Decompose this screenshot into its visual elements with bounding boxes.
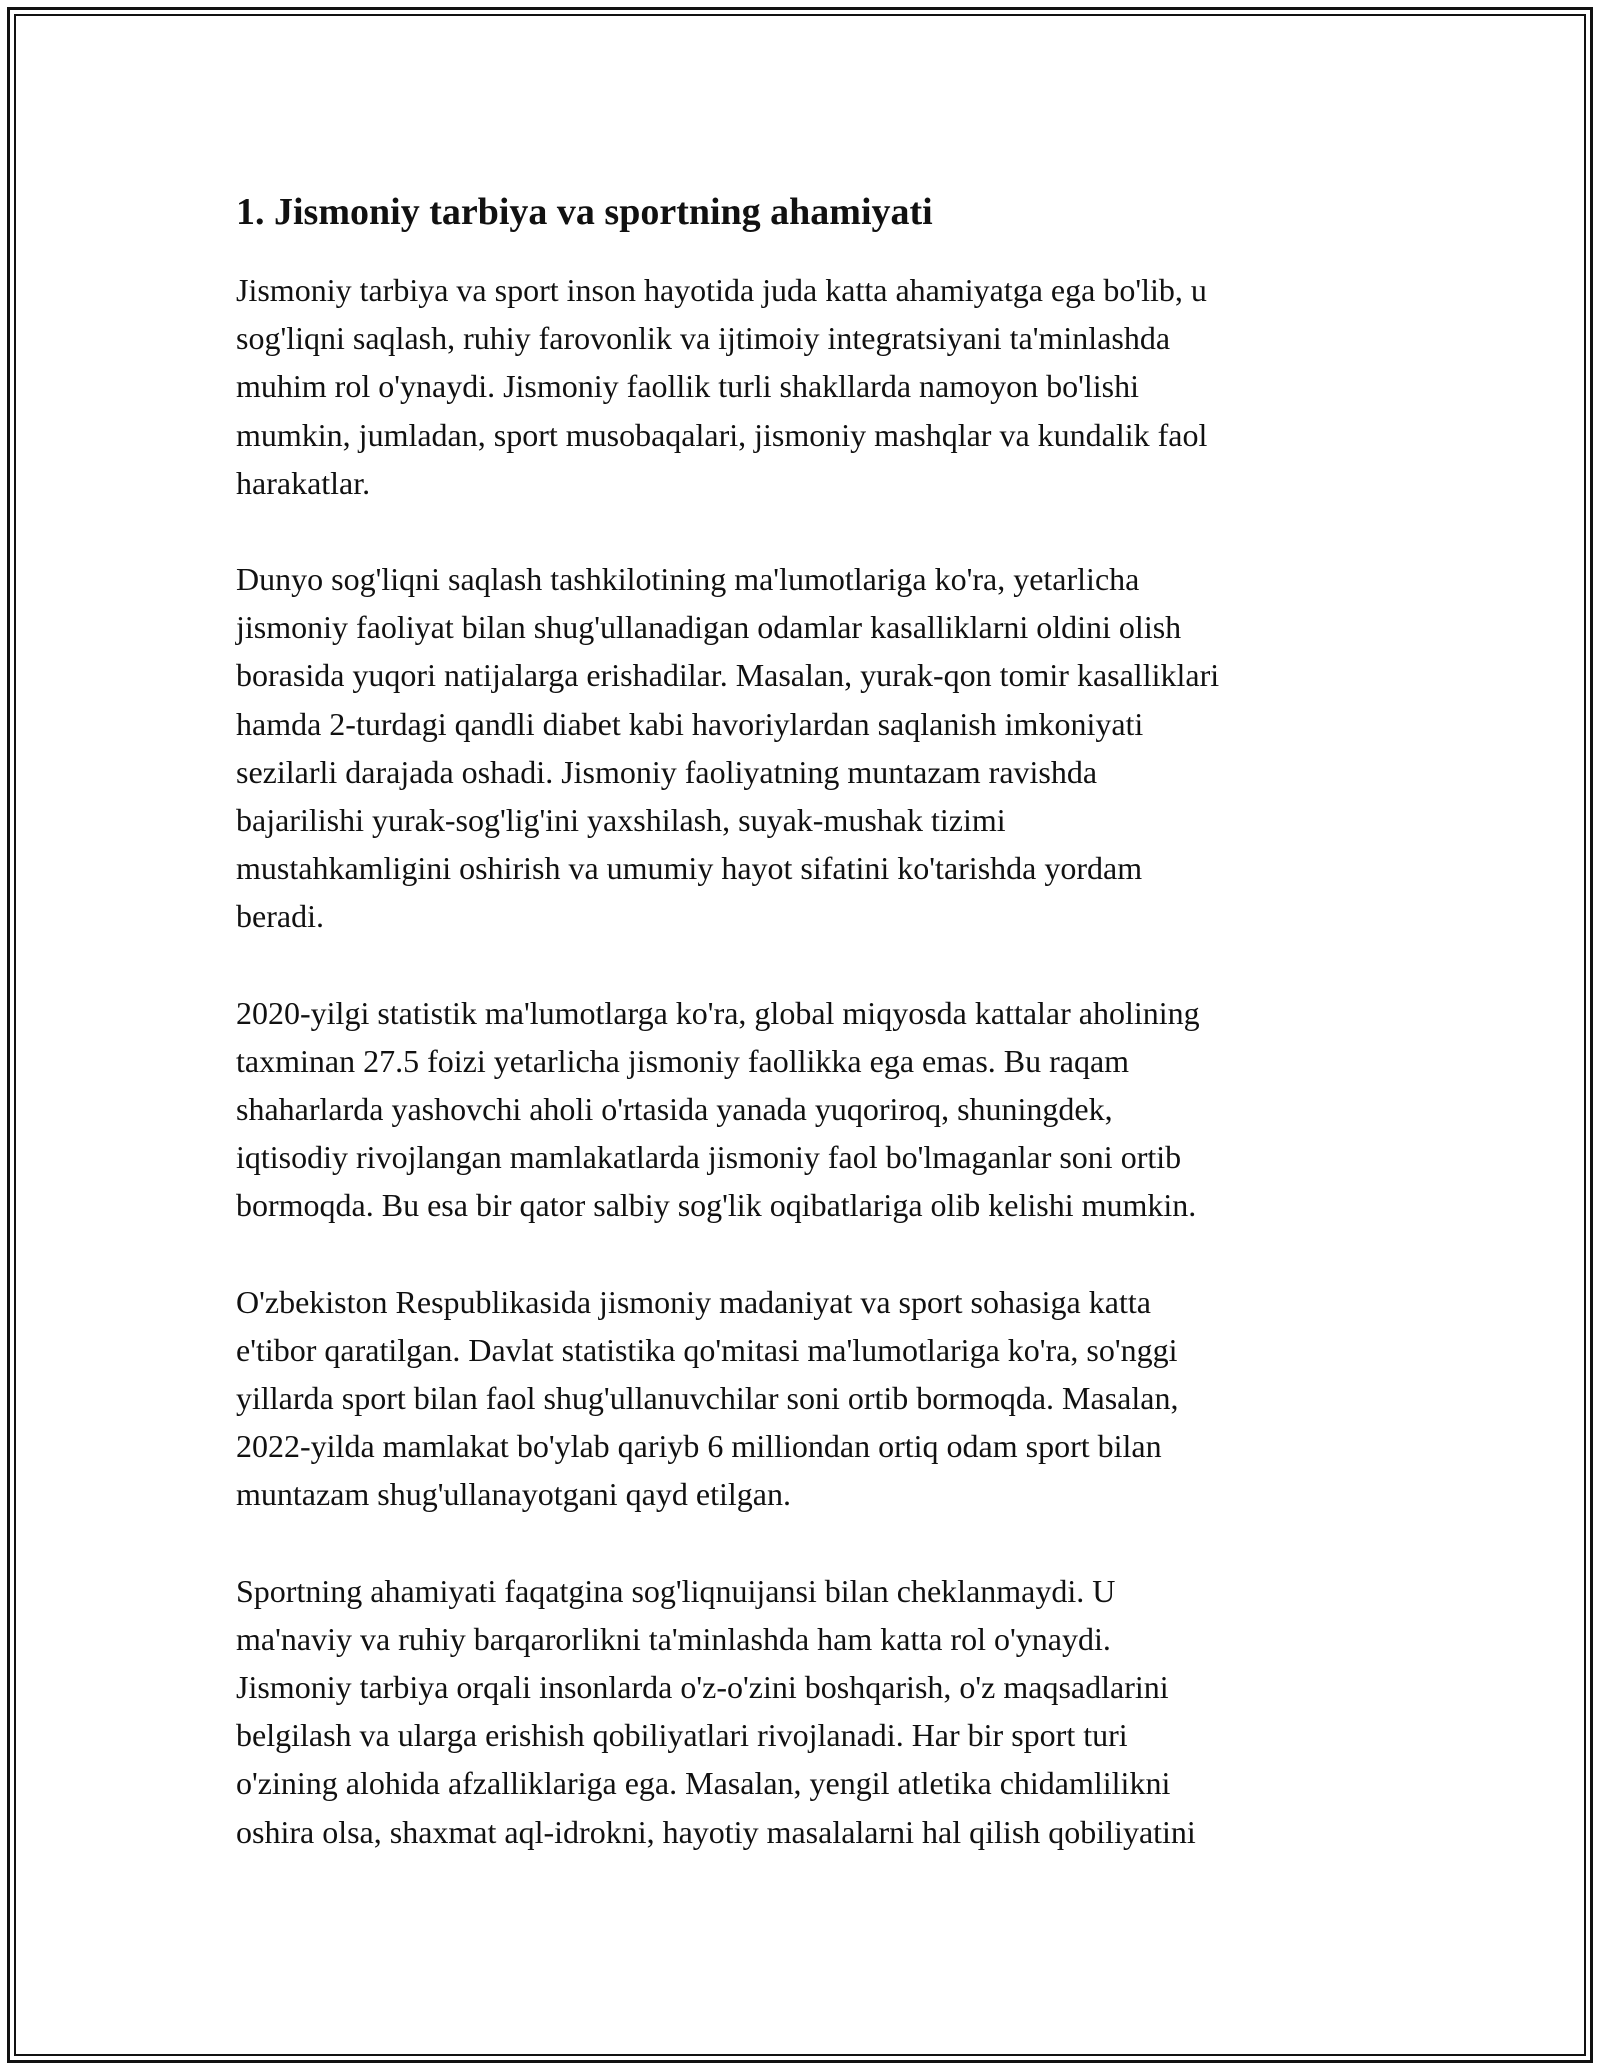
text-line: mumkin, jumladan, sport musobaqalari, jismoniy mashqlar va kundalik faol (236, 416, 1208, 453)
document-body (236, 186, 1386, 1904)
paragraph-uzbekistan (236, 1278, 1386, 1519)
text-line: Dunyo sog'liqni saqlash tashkilotining ma'lumotlariga ko'ra, yetarlicha (236, 561, 1140, 598)
text-line: bajarilishi yurak-sog'lig'ini yaxshilash, suyak-mushak tizimi (236, 802, 1006, 839)
text-line: beradi. (236, 898, 324, 935)
paragraph-global-statistics (236, 989, 1386, 1230)
text-line: hamda 2-turdagi qandli diabet kabi havoriylardan saqlanish imkoniyati (236, 705, 1144, 742)
text-line: mustahkamligini oshirish va umumiy hayot sifatini ko'tarishda yordam (236, 850, 1143, 887)
text-line: o'zining alohida afzalliklariga ega. Masalan, yengil atletika chidamlilikni (236, 1765, 1171, 1802)
text-line: Jismoniy tarbiya va sport inson hayotida juda katta ahamiyatga ega bo'lib, u (236, 272, 1207, 308)
text-line: belgilash va ularga erishish qobiliyatlari rivojlanadi. Har bir sport turi (236, 1717, 1128, 1754)
text-line: sezilarli darajada oshadi. Jismoniy faoliyatning muntazam ravishda (236, 753, 1098, 790)
paragraph-moral-value (236, 1567, 1386, 1856)
text-line: taxminan 27.5 foizi yetarlicha jismoniy faollikka ega emas. Bu raqam (236, 1042, 1130, 1079)
text-line: iqtisodiy rivojlangan mamlakatlarda jismoniy faol bo'lmaganlar soni ortib (236, 1139, 1182, 1176)
text-line: shaharlarda yashovchi aholi o'rtasida yanada yuqoriroq, shuningdek, (236, 1091, 1113, 1128)
paragraph-importance (236, 266, 1386, 507)
text-line: Jismoniy tarbiya orqali insonlarda o'z-o'zini boshqarish, o'z maqsadlarini (236, 1669, 1169, 1706)
text-line: O'zbekiston Respublikasida jismoniy madaniyat va sport sohasiga katta (236, 1283, 1151, 1320)
text-line: jismoniy faoliyat bilan shug'ullanadigan odamlar kasalliklarni oldini olish (236, 609, 1182, 646)
text-line: bormoqda. Bu esa bir qator salbiy sog'lik oqibatlariga olib kelishi mumkin. (236, 1187, 1197, 1224)
text-line: ma'naviy va ruhiy barqarorlikni ta'minlashda ham katta rol o'ynaydi. (236, 1620, 1111, 1657)
text-line: muntazam shug'ullanayotgani qayd etilgan. (236, 1476, 791, 1513)
text-line: yillarda sport bilan faol shug'ullanuvchilar soni ortib bormoqda. Masalan, (236, 1380, 1179, 1417)
text-line: borasida yuqori natijalarga erishadilar. Masalan, yurak-qon tomir kasalliklari (236, 657, 1220, 694)
text-line: oshira olsa, shaxmat aql-idrokni, hayotiy masalalarni hal qilish qobiliyatini (236, 1813, 1196, 1850)
text-line: 2020-yilgi statistik ma'lumotlarga ko'ra, global miqyosda kattalar aholining (236, 994, 1200, 1031)
text-line: sog'liqni saqlash, ruhiy farovonlik va ijtimoiy integratsiyani ta'minlashda (236, 320, 1171, 357)
text-line: e'tibor qaratilgan. Davlat statistika qo'mitasi ma'lumotlariga ko'ra, so'nggi (236, 1331, 1178, 1368)
text-line: harakatlar. (236, 464, 371, 501)
text-line: Sportning ahamiyati faqatgina sog'liqnuijansi bilan cheklanmaydi. U (236, 1572, 1116, 1609)
text-line: muhim rol o'ynaydi. Jismoniy faollik turli shakllarda namoyon bo'lishi (236, 368, 1139, 405)
paragraph-who-data (236, 555, 1386, 941)
text-line: 2022-yilda mamlakat bo'ylab qariyb 6 milliondan ortiq odam sport bilan (236, 1428, 1162, 1465)
section-heading: 1. Jismoniy tarbiya va sportning ahamiyati (236, 191, 933, 233)
